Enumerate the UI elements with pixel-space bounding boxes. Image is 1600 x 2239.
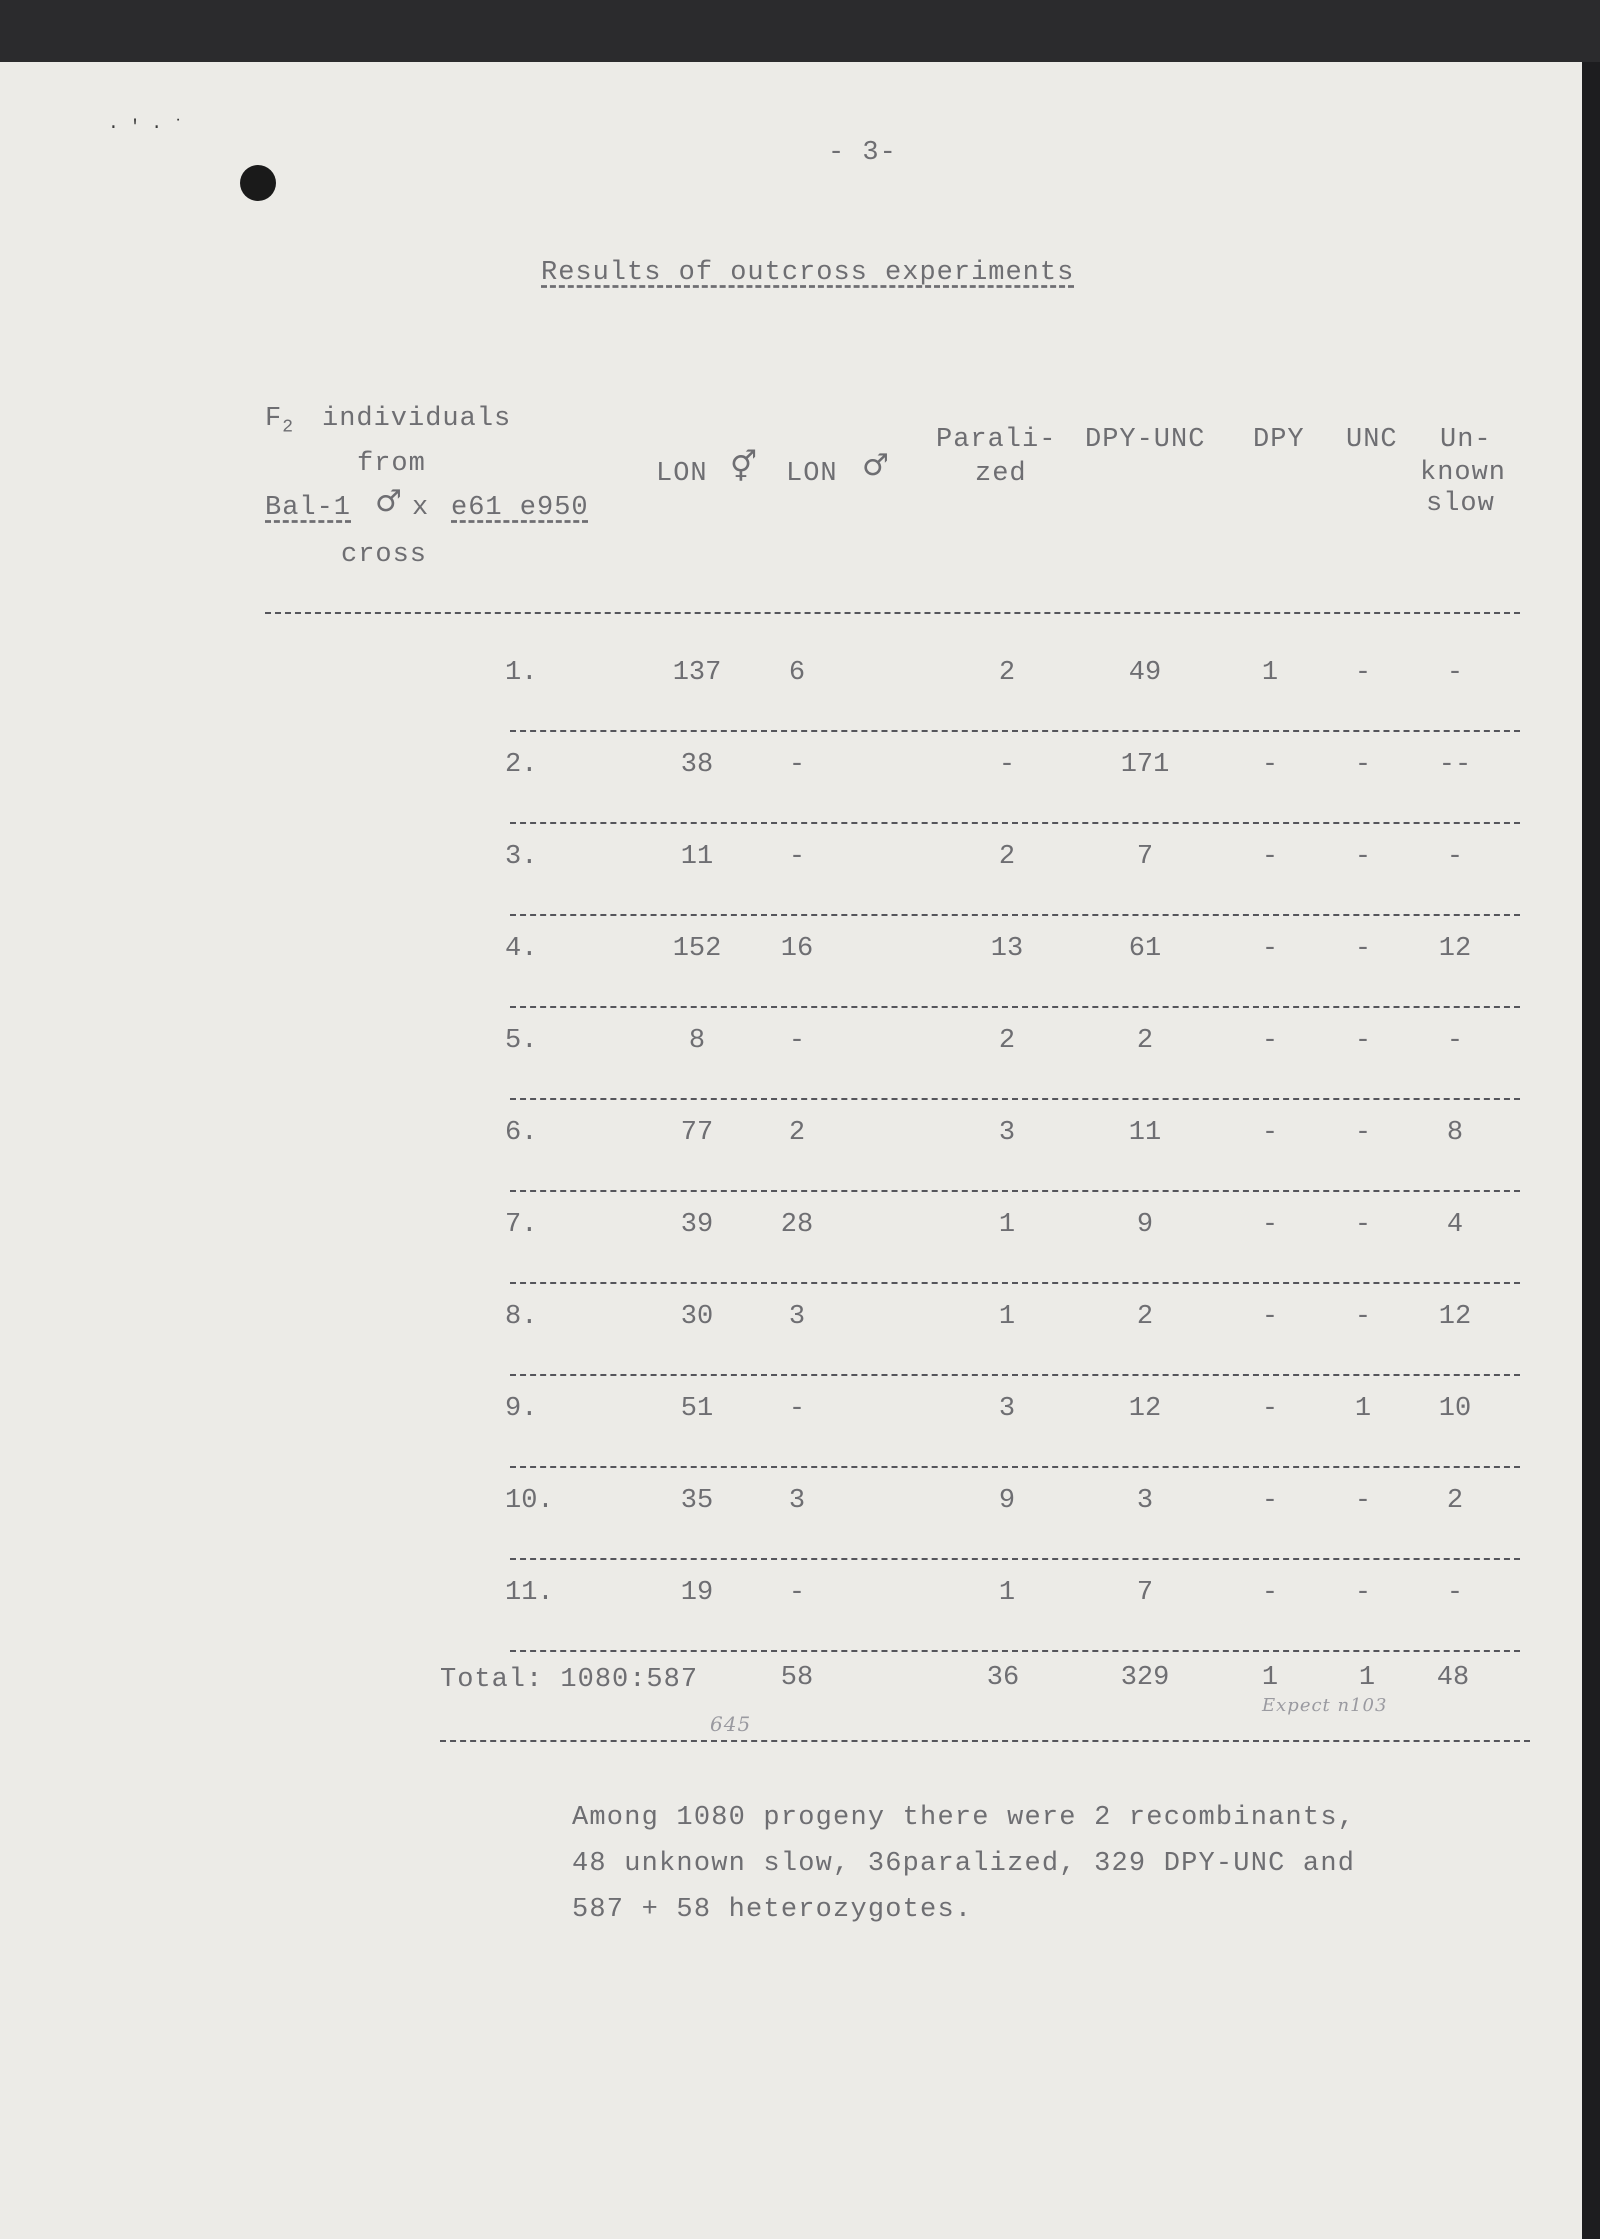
dpy-cell: - [1261, 1394, 1279, 1424]
dpy-cell: - [1261, 750, 1279, 780]
paralized-cell: 1 [998, 1210, 1016, 1240]
row-number: 8. [505, 1302, 538, 1332]
dpyunc-cell: 7 [1136, 1578, 1154, 1608]
unknown-slow-cell: - [1446, 1026, 1464, 1056]
lon-male-cell: 16 [780, 934, 814, 964]
lon-herm-cell: 39 [680, 1210, 714, 1240]
dpyunc-cell: 171 [1120, 750, 1170, 780]
unc-cell: - [1354, 1302, 1372, 1332]
row-divider [510, 1558, 1520, 1560]
paralized-cell: 2 [998, 842, 1016, 872]
row-divider [510, 1282, 1520, 1284]
lon-male-cell: - [788, 1394, 806, 1424]
paralized-cell: 1 [998, 1302, 1016, 1332]
unknown-slow-cell: - [1446, 842, 1464, 872]
row-number: 1. [505, 658, 538, 688]
lon-male-cell: - [788, 1578, 806, 1608]
row-divider [510, 1466, 1520, 1468]
unc-cell: 1 [1354, 1394, 1372, 1424]
dpy-cell: - [1261, 842, 1279, 872]
col-unknown-2: known [1420, 458, 1507, 488]
unc-cell: - [1354, 1578, 1372, 1608]
dpy-cell: - [1261, 1118, 1279, 1148]
lon-herm-cell: 38 [680, 750, 714, 780]
lon-herm-cell: 152 [672, 934, 722, 964]
row-divider [510, 1006, 1520, 1008]
col-unc: UNC [1346, 425, 1398, 455]
dpyunc-cell: 7 [1136, 842, 1154, 872]
dpyunc-cell: 49 [1128, 658, 1162, 688]
col-lon-male: LON [786, 459, 838, 489]
hermaphrodite-symbol-icon: ⚥ [730, 450, 759, 485]
dpyunc-cell: 61 [1128, 934, 1162, 964]
total-lon-male: 58 [780, 1663, 814, 1693]
male-symbol-icon-2: ♂ [862, 448, 890, 483]
col-dpy: DPY [1253, 425, 1305, 455]
row-number: 5. [505, 1026, 538, 1056]
paralized-cell: - [998, 750, 1016, 780]
paralized-cell: 3 [998, 1118, 1016, 1148]
speck-mark: · ′ · ˙ [108, 118, 184, 138]
total-dpyunc: 329 [1120, 1663, 1170, 1693]
row-number: 10. [505, 1486, 554, 1516]
paralized-cell: 3 [998, 1394, 1016, 1424]
col-lon-herm: LON [656, 459, 708, 489]
dpy-cell: - [1261, 1026, 1279, 1056]
dpy-cell: - [1261, 934, 1279, 964]
unknown-slow-cell: -- [1438, 750, 1472, 780]
dpy-cell: - [1261, 1578, 1279, 1608]
unc-cell: - [1354, 1026, 1372, 1056]
header-divider [265, 612, 1520, 614]
row-number: 3. [505, 842, 538, 872]
lon-male-cell: 3 [788, 1486, 806, 1516]
unc-cell: - [1354, 934, 1372, 964]
lon-herm-cell: 30 [680, 1302, 714, 1332]
header-e61: e61 e950 [451, 493, 589, 523]
header-f2: $F_2$ [265, 404, 295, 438]
row-number: 9. [505, 1394, 538, 1424]
dpy-cell: - [1261, 1302, 1279, 1332]
header-cross: cross [341, 540, 428, 570]
dpy-cell: - [1261, 1486, 1279, 1516]
col-unknown-3: slow [1426, 489, 1495, 519]
lon-male-cell: 28 [780, 1210, 814, 1240]
male-symbol-icon: ♂ [375, 484, 403, 519]
page-number: - 3- [828, 138, 897, 168]
scanner-edge [1582, 62, 1600, 2239]
dpyunc-cell: 12 [1128, 1394, 1162, 1424]
lon-male-cell: - [788, 842, 806, 872]
unc-cell: - [1354, 1118, 1372, 1148]
row-divider [510, 1374, 1520, 1376]
dpyunc-cell: 2 [1136, 1026, 1154, 1056]
row-number: 4. [505, 934, 538, 964]
lon-male-cell: - [788, 750, 806, 780]
dpy-cell: - [1261, 1210, 1279, 1240]
unc-cell: - [1354, 1210, 1372, 1240]
row-number: 2. [505, 750, 538, 780]
unknown-slow-cell: 8 [1446, 1118, 1464, 1148]
summary-line-2: 48 unknown slow, 36paralized, 329 DPY-UNC and [572, 1849, 1356, 1879]
unknown-slow-cell: 10 [1438, 1394, 1472, 1424]
unc-cell: - [1354, 842, 1372, 872]
page-title: Results of outcross experiments [541, 258, 1075, 288]
row-number: 11. [505, 1578, 554, 1608]
row-divider [510, 822, 1520, 824]
lon-herm-cell: 8 [688, 1026, 706, 1056]
lon-herm-cell: 77 [680, 1118, 714, 1148]
unc-cell: - [1354, 1486, 1372, 1516]
row-divider [510, 730, 1520, 732]
total-dpy: 1 [1261, 1663, 1279, 1693]
total-unc: 1 [1358, 1663, 1376, 1693]
col-dpyunc: DPY-UNC [1085, 425, 1206, 455]
summary-line-3: 587 + 58 heterozygotes. [572, 1895, 973, 1925]
col-paralized-2: zed [975, 459, 1027, 489]
lon-male-cell: 3 [788, 1302, 806, 1332]
col-unknown-1: Un- [1440, 425, 1492, 455]
lon-herm-cell: 35 [680, 1486, 714, 1516]
dpyunc-cell: 11 [1128, 1118, 1162, 1148]
paralized-cell: 13 [990, 934, 1024, 964]
total-divider [440, 1740, 1530, 1742]
header-bal: Bal-1 [265, 493, 352, 523]
unknown-slow-cell: 2 [1446, 1486, 1464, 1516]
total-label: Total: 1080:587 [440, 1665, 699, 1695]
unknown-slow-cell: - [1446, 1578, 1464, 1608]
lon-herm-cell: 19 [680, 1578, 714, 1608]
row-divider [510, 1098, 1520, 1100]
lon-herm-cell: 51 [680, 1394, 714, 1424]
header-individuals: individuals [322, 404, 512, 434]
dpy-cell: 1 [1261, 658, 1279, 688]
unknown-slow-cell: - [1446, 658, 1464, 688]
unknown-slow-cell: 12 [1438, 934, 1472, 964]
row-divider [510, 914, 1520, 916]
row-divider [510, 1190, 1520, 1192]
col-paralized-1: Parali- [936, 425, 1057, 455]
lon-male-cell: 6 [788, 658, 806, 688]
unc-cell: - [1354, 658, 1372, 688]
row-divider [510, 1650, 1520, 1652]
handwritten-note: Expect n103 [1262, 1695, 1388, 1716]
handwritten-total: 645 [710, 1712, 752, 1736]
lon-herm-cell: 11 [680, 842, 714, 872]
unknown-slow-cell: 12 [1438, 1302, 1472, 1332]
dpyunc-cell: 3 [1136, 1486, 1154, 1516]
lon-herm-cell: 137 [672, 658, 722, 688]
unc-cell: - [1354, 750, 1372, 780]
paralized-cell: 9 [998, 1486, 1016, 1516]
row-number: 7. [505, 1210, 538, 1240]
paralized-cell: 2 [998, 1026, 1016, 1056]
lon-male-cell: 2 [788, 1118, 806, 1148]
lon-male-cell: - [788, 1026, 806, 1056]
summary-line-1: Among 1080 progeny there were 2 recombinants, [572, 1803, 1356, 1833]
header-from: from [357, 449, 426, 479]
dpyunc-cell: 2 [1136, 1302, 1154, 1332]
total-unknown-slow: 48 [1436, 1663, 1470, 1693]
row-number: 6. [505, 1118, 538, 1148]
punch-hole [240, 165, 276, 201]
total-paralized: 36 [986, 1663, 1020, 1693]
unknown-slow-cell: 4 [1446, 1210, 1464, 1240]
paralized-cell: 2 [998, 658, 1016, 688]
dpyunc-cell: 9 [1136, 1210, 1154, 1240]
paralized-cell: 1 [998, 1578, 1016, 1608]
header-x: x [412, 493, 430, 523]
